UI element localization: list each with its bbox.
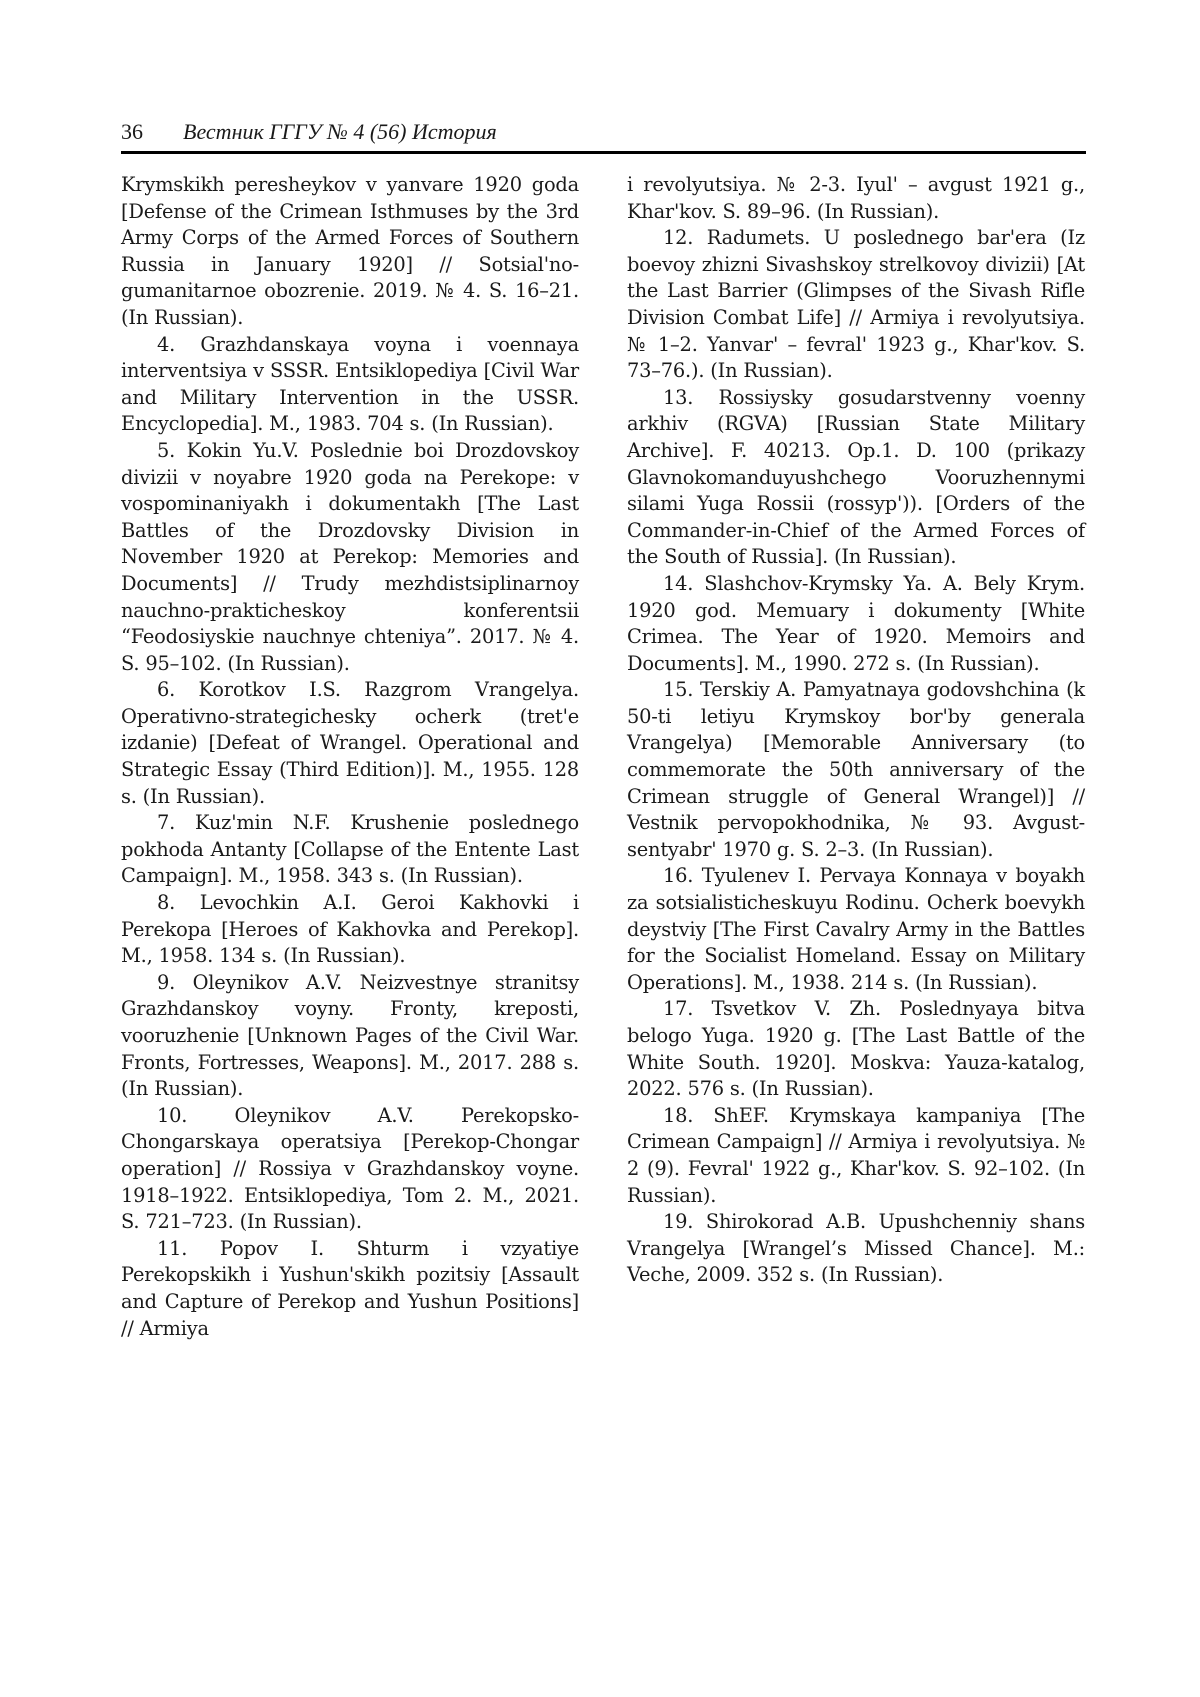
reference-item-11-continued: i revolyutsiya. № 2-3. Iyul' – avgust 1921 g., Khar'kov. S. 89–96. (In Russian). xyxy=(627,173,1085,223)
reference-item-10: 10. Oleynikov A.V. Perekopsko-Chongarskaya operatsiya [Perekop-Chongar operation] // Rossiya v Grazhdanskoy voyne. 1918–1922. Entsiklopediya, Tom 2. M., 2021. S. 721–723. (In Russian). xyxy=(121,1103,579,1234)
reference-item-15: 15. Terskiy A. Pamyatnaya godovshchina (k 50-ti letiyu Krymskoy bor'by generala Vrangelya) [Memorable Anniversary (to commemorate the 50th anniversary of the Crimean struggle of General Wrangel)] // Vestnik pervopokhodnika, № 93. Avgust-sentyabr' 1970 g. S. 2–3. (In Russian). xyxy=(627,678,1085,861)
reference-item-4: 4. Grazhdanskaya voyna i voennaya interventsiya v SSSR. Entsiklopediya [Civil War and Military Intervention in the USSR. Encyclopedia]. M., 1983. 704 s. (In Russian). xyxy=(121,332,579,436)
reference-item-5: 5. Kokin Yu.V. Poslednie boi Drozdovskoy divizii v noyabre 1920 goda na Perekope: v vospominaniyakh i dokumentakh [The Last Battles of the Drozdovsky Division in November 1920 at Perekop: Memories and Documents] // Trudy mezhdistsiplinarnoy nauchno-prakticheskoy konferentsii “Feodosiyskie nauchnye chteniya”. 2017. № 4. S. 95–102. (In Russian). xyxy=(121,438,579,675)
reference-item-18: 18. ShEF. Krymskaya kampaniya [The Crimean Campaign] // Armiya i revolyutsiya. № 2 (9). Fevral' 1922 g., Khar'kov. S. 92–102. (In Russian). xyxy=(627,1103,1085,1207)
reference-item-7: 7. Kuz'min N.F. Krushenie poslednego pokhoda Antanty [Collapse of the Entente Last Campaign]. M., 1958. 343 s. (In Russian). xyxy=(121,811,579,888)
running-header xyxy=(121,114,1086,150)
reference-item-8: 8. Levochkin A.I. Geroi Kakhovki i Perekopa [Heroes of Kakhovka and Perekop]. M., 1958. 134 s. (In Russian). xyxy=(121,891,579,968)
reference-item-12: 12. Radumets. U poslednego bar'era (Iz boevoy zhizni Sivashskoy strelkovoy divizii) [At the Last Barrier (Glimpses of the Sivash Rifle Division Combat Life] // Armiya i revolyutsiya. № 1–2. Yanvar' – fevral' 1923 g., Khar'kov. S. 73–76.). (In Russian). xyxy=(627,226,1085,383)
header-rule xyxy=(121,151,1086,154)
references-right-column xyxy=(627,172,1085,1289)
reference-item-14: 14. Slashchov-Krymsky Ya. A. Bely Krym. 1920 god. Memuary i dokumenty [White Crimea. The Year of 1920. Memoirs and Documents]. M., 1990. 272 s. (In Russian). xyxy=(627,571,1085,675)
reference-item-16: 16. Tyulenev I. Pervaya Konnaya v boyakh za sotsialisticheskuyu Rodinu. Ocherk boevykh deystviy [The First Cavalry Army in the Battles for the Socialist Homeland. Essay on Military Operations]. M., 1938. 214 s. (In Russian). xyxy=(627,864,1085,994)
page-number: 36 xyxy=(121,119,143,144)
journal-title: Вестник ГГГУ № 4 (56) История xyxy=(183,119,497,144)
reference-item-17: 17. Tsvetkov V. Zh. Poslednyaya bitva belogo Yuga. 1920 g. [The Last Battle of the White South. 1920]. Moskva: Yauza-katalog, 2022. 576 s. (In Russian). xyxy=(627,997,1085,1101)
reference-item-11: 11. Popov I. Shturm i vzyatiye Perekopskikh i Yushun'skikh pozitsiy [Assault and Capture of Perekop and Yushun Positions] // Armiya xyxy=(121,1236,579,1340)
reference-item-3-continued: Krymskikh peresheykov v yanvare 1920 goda [Defense of the Crimean Isthmuses by the 3rd Army Corps of the Armed Forces of Southern Russia in January 1920] // Sotsial'no-gumanitarnoe obozrenie. 2019. № 4. S. 16–21. (In Russian). xyxy=(121,173,579,329)
reference-item-13: 13. Rossiysky gosudarstvenny voenny arkhiv (RGVA) [Russian State Military Archive]. F. 40213. Op.1. D. 100 (prikazy Glavnokomanduyushchego Vooruzhennymi silami Yuga Rossii (rossyp')). [Orders of the Commander-in-Chief of the Armed Forces of the South of Russia]. (In Russian). xyxy=(627,385,1085,569)
reference-item-9: 9. Oleynikov A.V. Neizvestnye stranitsy Grazhdanskoy voyny. Fronty, kreposti, vooruzhenie [Unknown Pages of the Civil War. Fronts, Fortresses, Weapons]. M., 2017. 288 s. (In Russian). xyxy=(121,970,579,1101)
reference-item-19: 19. Shirokorad A.B. Upushchenniy shans Vrangelya [Wrangel’s Missed Chance]. M.: Veche, 2009. 352 s. (In Russian). xyxy=(627,1210,1085,1287)
reference-item-6: 6. Korotkov I.S. Razgrom Vrangelya. Operativno-strategichesky ocherk (tret'e izdanie) [Defeat of Wrangel. Operational and Strategic Essay (Third Edition)]. M., 1955. 128 s. (In Russian). xyxy=(121,678,579,808)
references-left-column xyxy=(121,172,579,1342)
